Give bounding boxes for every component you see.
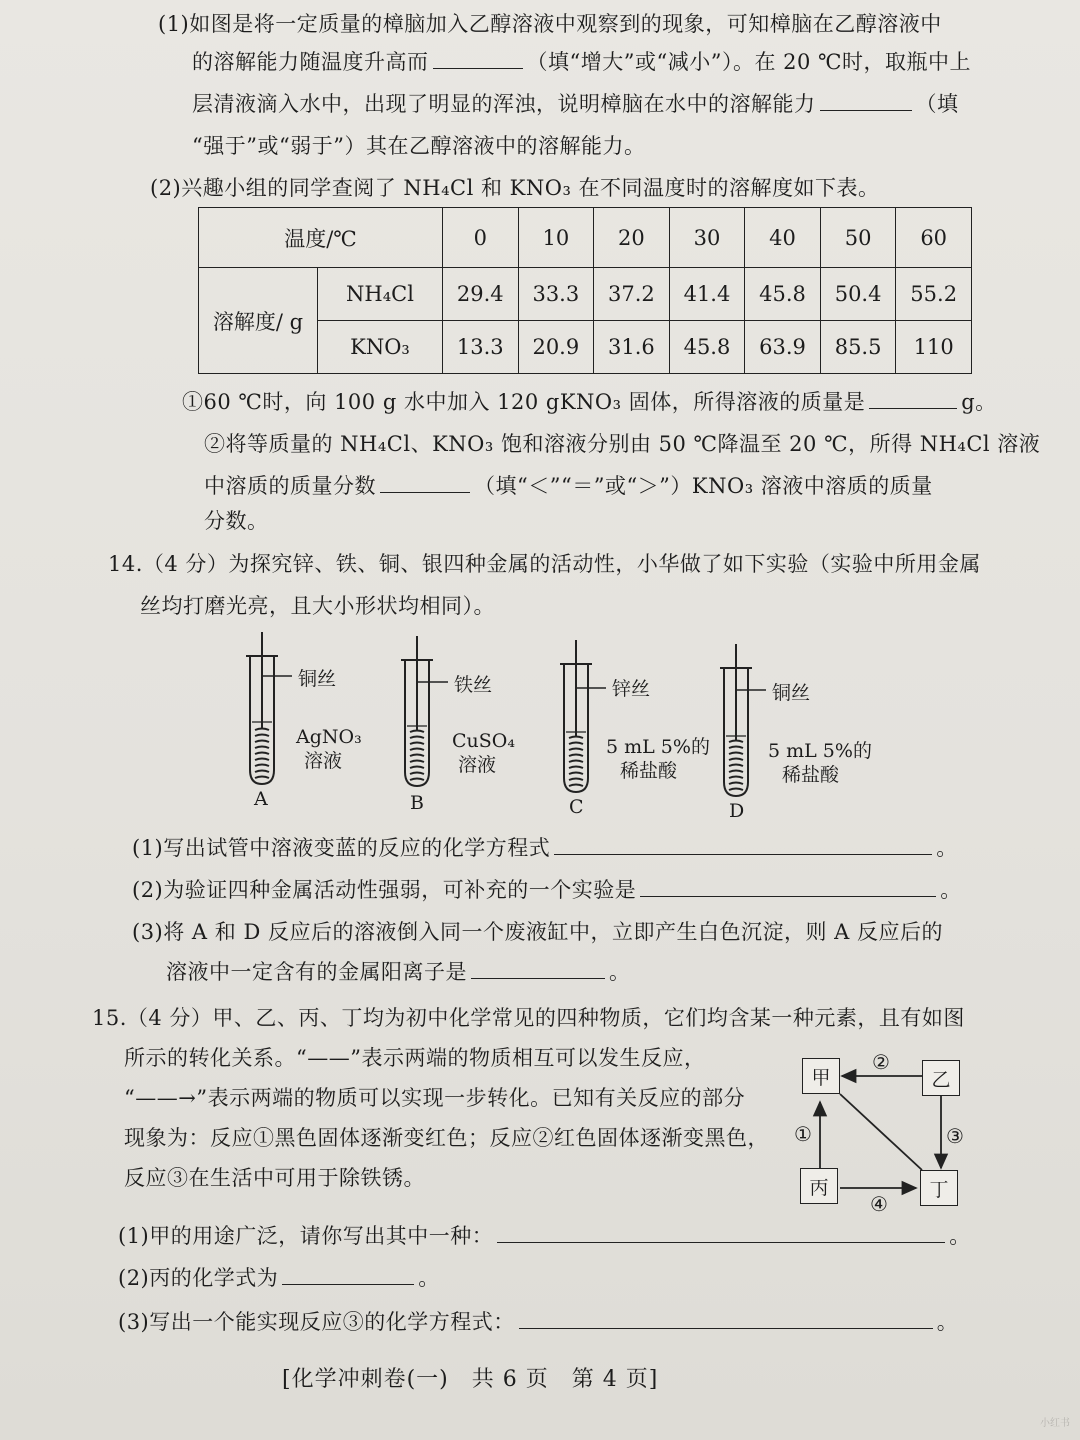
answer-blank[interactable]	[282, 1283, 414, 1285]
q15-a3	[118, 1306, 958, 1336]
label-3: ③	[946, 1124, 964, 1148]
q14-a3-line1: (3)将 A 和 D 反应后的溶液倒入同一个废液缸中，立即产生白色沉淀，则 A 反应后的	[132, 920, 943, 944]
tube-a-wire: 铜丝	[298, 668, 337, 690]
tube-d-wire: 铜丝	[772, 682, 811, 704]
label-4: ④	[870, 1192, 888, 1216]
node-ding: 丁	[920, 1170, 958, 1206]
period: 。	[609, 960, 631, 984]
q15-line1: 15.（4 分）甲、乙、丙、丁均为初中化学常见的四种物质，它们均含某一种元素，且有如图	[92, 1006, 965, 1030]
tube-d-letter: D	[729, 800, 745, 822]
q14-a2-text: (2)为验证四种金属活动性强弱，可补充的一个实验是	[132, 878, 637, 902]
temp-cell: 30	[669, 208, 745, 268]
table-cell: 45.8	[669, 321, 745, 374]
q15-a2-text: (2)丙的化学式为	[118, 1266, 279, 1290]
tube-b-wire: 铁丝	[454, 674, 493, 696]
q13-p1-line4: “强于”或“弱于”）其在乙醇溶液中的溶解能力。	[192, 134, 646, 158]
q14-line2: 丝均打磨光亮，且大小形状均相同）。	[140, 594, 495, 618]
q13-p1-line3a: 层清液滴入水中，出现了明显的浑浊，说明樟脑在水中的溶解能力	[192, 92, 816, 116]
temp-cell: 60	[896, 208, 972, 268]
period: 。	[949, 1224, 971, 1248]
q13-sub1a: ①60 ℃时，向 100 g 水中加入 120 gKNO₃ 固体，所得溶液的质量是	[182, 390, 866, 414]
q14-a1-text: (1)写出试管中溶液变蓝的反应的化学方程式	[132, 836, 551, 860]
q14-a3-text: 溶液中一定含有的金属阳离子是	[166, 960, 467, 984]
tube-d-sol1: 5 mL 5%的	[768, 740, 872, 762]
temp-cell: 50	[820, 208, 896, 268]
table-cell: 85.5	[820, 321, 896, 374]
table-cell: 29.4	[443, 268, 519, 321]
q13-p1-line2a: 的溶解能力随温度升高而	[192, 50, 429, 74]
table-cell: 37.2	[594, 268, 670, 321]
row-name-nh4cl: NH₄Cl	[318, 268, 443, 321]
solubility-label: 溶解度/ g	[199, 268, 318, 374]
answer-blank[interactable]	[497, 1241, 945, 1243]
q15-a1	[118, 1220, 971, 1250]
q13-p1-line1: (1)如图是将一定质量的樟脑加入乙醇溶液中观察到的现象，可知樟脑在乙醇溶液中	[158, 12, 942, 36]
q13-p1-line2b: （填“增大”或“减小”）。在 20 ℃时，取瓶中上	[526, 50, 972, 74]
q15-line3: “——→”表示两端的物质可以实现一步转化。已知有关反应的部分	[124, 1086, 746, 1110]
q14-line1: 14.（4 分）为探究锌、铁、铜、银四种金属的活动性，小华做了如下实验（实验中所用金属	[108, 552, 981, 576]
table-cell: 20.9	[518, 321, 594, 374]
q13-sub2-line2b: （填“＜”“＝”或“＞”）KNO₃ 溶液中溶质的质量	[474, 474, 933, 498]
q13-sub2-line3: 分数。	[204, 509, 269, 533]
tube-c-letter: C	[569, 796, 584, 818]
row-name-kno3: KNO₃	[318, 321, 443, 374]
q13-p2: (2)兴趣小组的同学查阅了 NH₄Cl 和 KNO₃ 在不同温度时的溶解度如下表。	[150, 176, 880, 200]
temp-cell: 40	[745, 208, 821, 268]
table-cell: 110	[896, 321, 972, 374]
node-jia: 甲	[802, 1058, 840, 1094]
answer-blank[interactable]	[519, 1327, 933, 1329]
q13-sub2-line1: ②将等质量的 NH₄Cl、KNO₃ 饱和溶液分别由 50 ℃降温至 20 ℃，所得 NH₄Cl 溶液	[204, 432, 1041, 456]
q15-line4: 现象为：反应①黑色固体逐渐变红色；反应②红色固体逐渐变黑色，	[124, 1126, 769, 1150]
table-cell: 33.3	[518, 268, 594, 321]
label-2: ②	[872, 1050, 890, 1074]
period: 。	[936, 1310, 959, 1334]
tube-a-sol1: AgNO₃	[296, 726, 362, 748]
tube-c-sol2: 稀盐酸	[620, 760, 678, 782]
period: 。	[936, 836, 958, 860]
temp-cell: 20	[594, 208, 670, 268]
table-cell: 13.3	[443, 321, 519, 374]
watermark: 小红书	[1040, 1418, 1070, 1429]
q15-line2: 所示的转化关系。“——”表示两端的物质相互可以发生反应，	[124, 1046, 706, 1070]
table-cell: 55.2	[896, 268, 972, 321]
tube-b-sol1: CuSO₄	[452, 730, 515, 752]
page-footer: [化学冲刺卷(一) 共 6 页 第 4 页]	[282, 1367, 659, 1392]
tube-c-sol1: 5 mL 5%的	[606, 736, 710, 758]
table-cell: 50.4	[820, 268, 896, 321]
link-jia-ding	[840, 1094, 922, 1170]
q15-line5: 反应③在生活中可用于除铁锈。	[124, 1166, 425, 1190]
temp-cell: 0	[443, 208, 519, 268]
temp-label: 温度/℃	[199, 208, 443, 268]
tube-a-letter: A	[254, 788, 268, 810]
q15-a2	[118, 1262, 440, 1292]
period: 。	[418, 1266, 440, 1290]
q15-a3-text: (3)写出一个能实现反应③的化学方程式：	[118, 1310, 515, 1334]
tube-b-letter: B	[410, 792, 424, 814]
table-cell: 41.4	[669, 268, 745, 321]
q13-p1-line3b: （填	[915, 92, 959, 116]
table-cell: 63.9	[745, 321, 821, 374]
q13-sub1b: g。	[961, 390, 997, 414]
table-cell: 45.8	[745, 268, 821, 321]
node-yi: 乙	[922, 1060, 960, 1096]
tube-b-sol2: 溶液	[458, 754, 497, 776]
tube-c-wire: 锌丝	[612, 678, 651, 700]
q15-a1-text: (1)甲的用途广泛，请你写出其中一种：	[118, 1224, 494, 1248]
period: 。	[940, 878, 962, 902]
q13-sub2-line2a: 中溶质的质量分数	[204, 474, 376, 498]
tube-d-sol2: 稀盐酸	[782, 764, 840, 786]
tube-a-sol2: 溶液	[304, 750, 343, 772]
table-cell: 31.6	[594, 321, 670, 374]
node-bing: 丙	[800, 1168, 838, 1204]
temp-cell: 10	[518, 208, 594, 268]
label-1: ①	[794, 1122, 812, 1146]
